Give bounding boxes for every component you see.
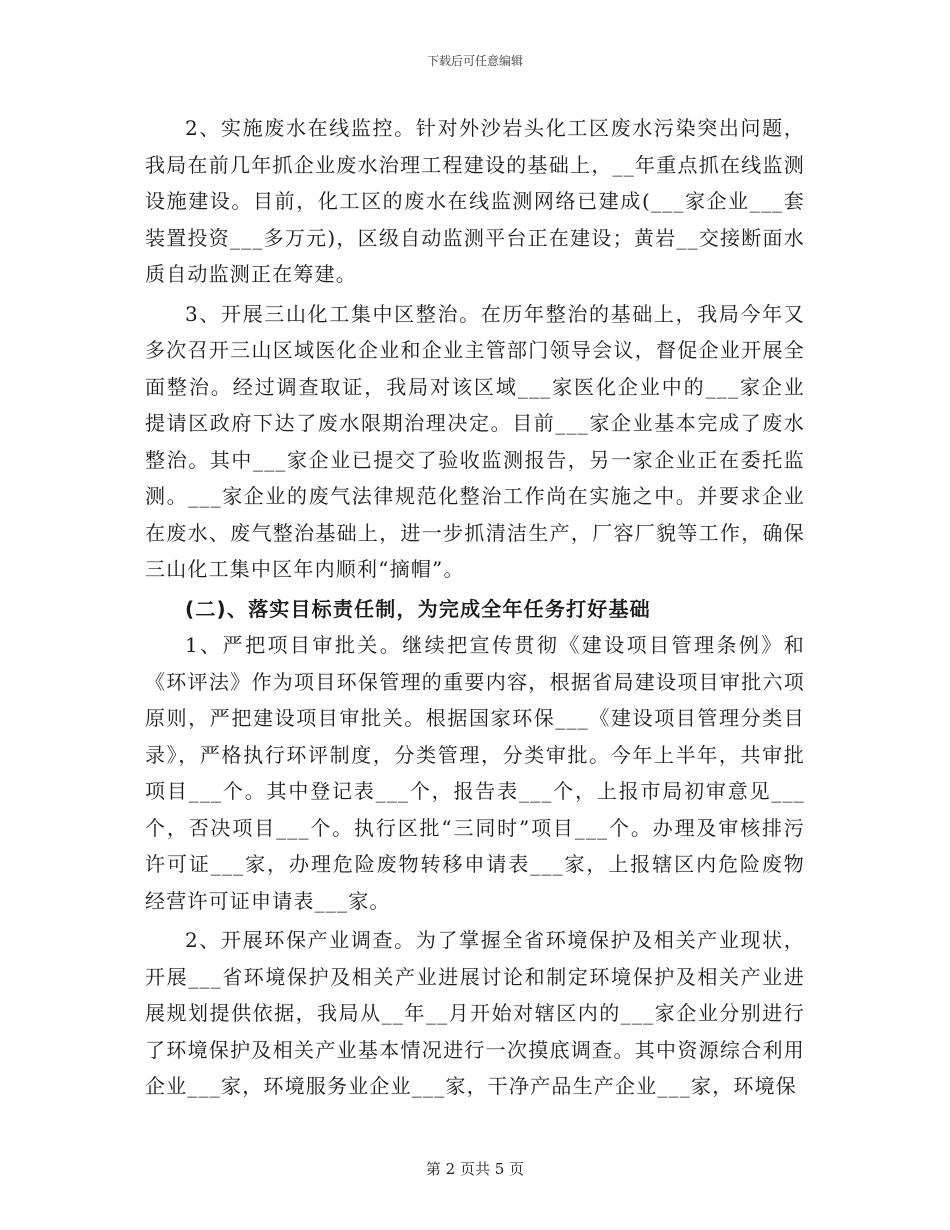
section-heading: (二)、落实目标责任制，为完成全年任务打好基础 — [185, 596, 651, 621]
paragraph-project-approval: 1、严把项目审批关。继续把宣传贯彻《建设项目管理条例》和《环评法》作为项目环保管理的重要内容，根据省局建设项目审批六项原则，严把建设项目审批关。根据国家环保___《建设项目管理分类目录》，严格执行环评制度，分类管理，分类审批。今年上半年，共审批项目___个。其中登记表___个，报告表___个，上报市局初审意见___个，否决项目___个。执行区批“三同时”项目___个。办理及审核排污许可证___家，办理危险废物转移申请表___家，上报辖区内危险废物经营许可证申请表___家。 — [145, 633, 805, 913]
paragraph-industry-survey: 2、开展环保产业调查。为了掌握全省环境保护及相关产业现状，开展___省环境保护及相关产业进展讨论和制定环境保护及相关产业进展规划提供依据，我局从__年__月开始对辖区内的___家企业分别进行了环境保护及相关产业基本情况进行一次摸底调查。其中资源综合利用企业___家，环境服务业企业___家，干净产品生产企业___家，环境保 — [145, 928, 805, 1098]
page-footer: 第 2 页共 5 页 — [425, 1160, 525, 1178]
paragraph-sanshan-rectification: 3、开展三山化工集中区整治。在历年整治的基础上，我局今年又多次召开三山区域医化企业和企业主管部门领导会议，督促企业开展全面整治。经过调查取证，我局对该区域___家医化企业中的___家企业提请区政府下达了废水限期治理决定。目前___家企业基本完成了废水整治。其中___家企业已提交了验收监测报告，另一家企业正在委托监测。___家企业的废气法律规范化整治工作尚在实施之中。并要求企业在废水、废气整治基础上，进一步抓清洁生产，厂容厂貌等工作，确保三山化工集中区年内顺利“摘帽”。 — [145, 301, 805, 581]
document-body — [145, 110, 805, 1105]
paragraph-wastewater-monitoring: 2、实施废水在线监控。针对外沙岩头化工区废水污染突出问题，我局在前几年抓企业废水治理工程建设的基础上，__年重点抓在线监测设施建设。目前，化工区的废水在线监测网络已建成(___家企业___套装置投资___多万元)，区级自动监测平台正在建设；黄岩__交接断面水质自动监测正在筹建。 — [145, 116, 805, 286]
page-header: 下载后可任意编辑 — [426, 54, 523, 68]
